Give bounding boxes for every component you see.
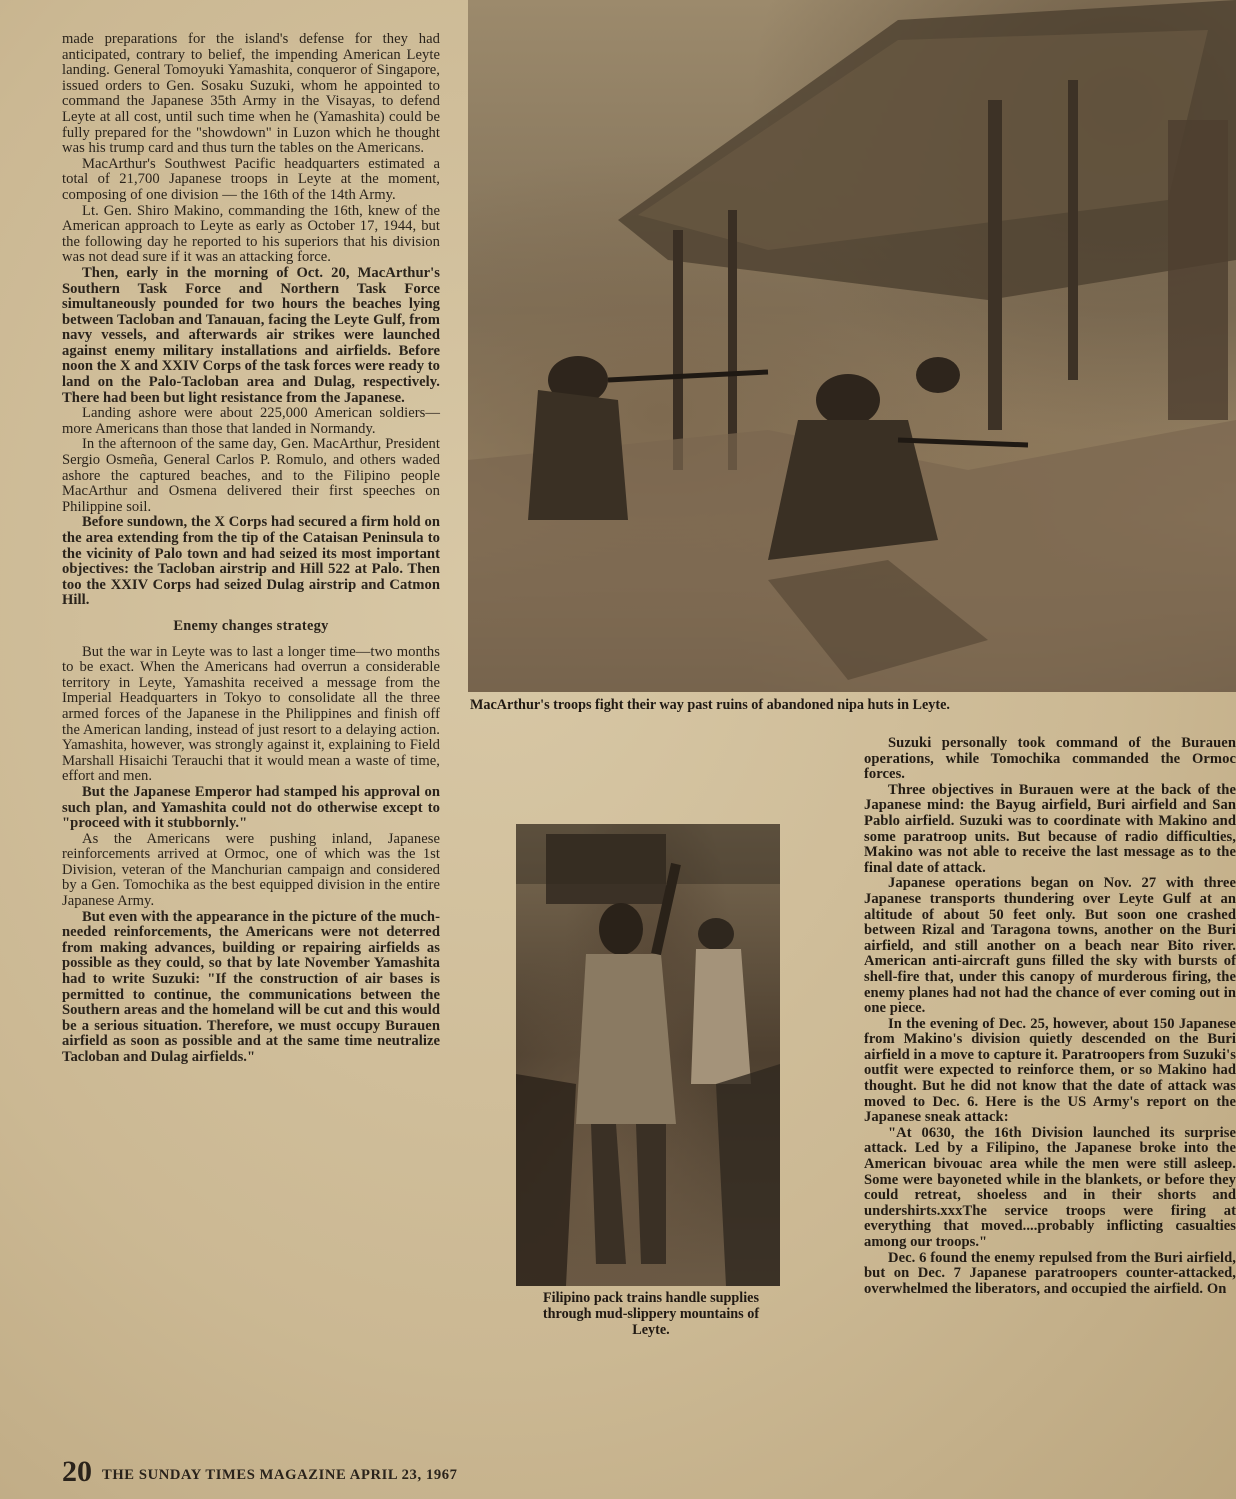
photo-pack-trains [516,824,780,1286]
page-number: 20 [62,1455,92,1488]
photo-troops-illustration [468,0,1236,692]
paragraph: But the Japanese Emperor had stamped his approval on such plan, and Yamashita could not do otherwise except to "proceed with it stubbornly." [62,783,440,832]
publication-line: THE SUNDAY TIMES MAGAZINE APRIL 23, 1967 [102,1467,458,1483]
paragraph: As the Americans were pushing inland, Japanese reinforcements arrived at Ormoc, one of which was the 1st Division, veteran of the Manchurian campaign and considered by a Gen. Tomochika as the best equipped division in the entire Japanese Army. [62,830,440,910]
paragraph: Landing ashore were about 225,000 American soldiers—more Americans than those that landed in Normandy. [62,405,440,437]
section-subhead: Enemy changes strategy [173,617,329,634]
paragraph: MacArthur's Southwest Pacific headquarters estimated a total of 21,700 Japanese troops in Leyte at the moment, composing of one division — the 16th of the 14th Army. [62,155,440,203]
page-footer [62,1455,458,1489]
photo-caption: MacArthur's troops fight their way past ruins of abandoned nipa huts in Leyte. [470,697,950,713]
paragraph: In the afternoon of the same day, Gen. MacArthur, President Sergio Osmeña, General Carlos P. Romulo, and others waded ashore the captured beaches, and to the Filipino people MacArthur and Osmena delivered their first speeches on Philippine soil. [62,436,440,515]
paragraph: made preparations for the island's defense for they had anticipated, contrary to belief, the impending American Leyte landing. General Tomoyuki Yamashita, conqueror of Singapore, issued orders to Gen. Sosaku Suzuki, whom he appointed to command the Japanese 35th Army in the Visayas, to defend Leyte at all cost, until such time when he (Yamashita) could be fully prepared for the "showdown" in Luzon which he thought was his trump card and thus turn the tables on the Americans. [62,31,440,157]
paragraph: Three objectives in Burauen were at the back of the Japanese mind: the Bayug airfield, Buri airfield and San Pablo airfield. Suzuki was to coordinate with Makino and some paratroop units. But because of radio difficulties, Makino was not able to receive the last message as to the final date of attack. [864,781,1236,876]
paragraph: Then, early in the morning of Oct. 20, MacArthur's Southern Task Force and Northern Task Force simultaneously pounded for two hours the beaches lying between Tacloban and Tanauan, facing the Leyte Gulf, from navy vessels, and afterwards air strikes were launched against enemy military installations and airfields. Before noon the X and XXIV Corps of the task forces were ready to land on the Palo-Tacloban area and Dulag, respectively. There had been but light resistance from the Japanese. [62,264,441,406]
paragraph: Suzuki personally took command of the Burauen operations, while Tomochika commanded the Ormoc forces. [864,735,1236,783]
paragraph: In the evening of Dec. 25, however, about 150 Japanese from Makino's division quietly descended on the Buri airfield in a move to capture it. Paratroopers from Suzuki's outfit were expected to reinforce them, or so Makino had thought. But he did not know that the date of attack was moved to Dec. 6. Here is the US Army's report on the Japanese sneak attack: [864,1015,1236,1126]
paragraph: "At 0630, the 16th Division launched its surprise attack. Led by a Filipino, the Japanese broke into the American bivouac area while the men were still asleep. Some were bayoneted while in the blankets, or before they could retreat, shoeless and in their shorts and undershirts.xxxThe service troops were firing at everything that moved....probably inflicting casualties among our troops." [864,1124,1236,1250]
paragraph: Before sundown, the X Corps had secured a firm hold on the area extending from the tip of the Cataisan Peninsula to the vicinity of Palo town and had seized its most important objectives: the Tacloban airstrip and Hill 522 at Palo. Then too the XXIV Corps had seized Dulag airstrip and Catmon Hill. [62,514,440,609]
paragraph: But even with the appearance in the picture of the much-needed reinforcements, the Americans were not deterred from making advances, building or repairing airfields as possible as they could, so that by late November Yamashita had to write Suzuki: "If the construction of air bases is permitted to continue, the communications between the Southern areas and the homeland will be cut and this would be a serious situation. Therefore, we must occupy Burauen airfield as soon as possible and at the same time neutralize Tacloban and Dulag airfields." [62,908,440,1065]
photo-caption: Filipino pack trains handle supplies through mud-slippery mountains of Leyte. [542,1290,760,1339]
paragraph: Lt. Gen. Shiro Makino, commanding the 16th, knew of the American approach to Leyte as early as October 17, 1944, but the following day he reported to his superiors that his division was not dead sure if it was an attacking force. [62,202,440,266]
photo-troops-nipa-huts [468,0,1236,692]
paragraph: But the war in Leyte was to last a longer time—two months to be exact. When the Americans had overrun a considerable territory in Leyte, Yamashita received a message from the Imperial Headquarters in Tokyo to consolidate all the three armed forces of the Japanese in the Philippines and finish off the American landing, instead of just resort to a delaying action. Yamashita, however, was strongly against it, explaining to Field Marshall Hisaichi Terauchi that it would mean a waste of time, effort and men. [62,643,440,785]
paragraph: Dec. 6 found the enemy repulsed from the Buri airfield, but on Dec. 7 Japanese paratroopers counter-attacked, overwhelmed the liberators, and occupied the airfield. On [864,1249,1236,1297]
right-text-column [864,736,1236,1297]
paragraph: Japanese operations began on Nov. 27 with three Japanese transports thundering over Leyte Gulf at an altitude of about 50 feet only. But soon one crashed between Rizal and Taragona towns, another on the Buri airfield, and still another on a beach near Bito river. American anti-aircraft guns filled the sky with bursts of shell-fire that, under this canopy of murderous firing, the enemy planes had not had the chance of ever coming out in one piece. [864,875,1236,1017]
left-text-column [62,32,440,1066]
photo-pack-trains-illustration [516,824,780,1286]
